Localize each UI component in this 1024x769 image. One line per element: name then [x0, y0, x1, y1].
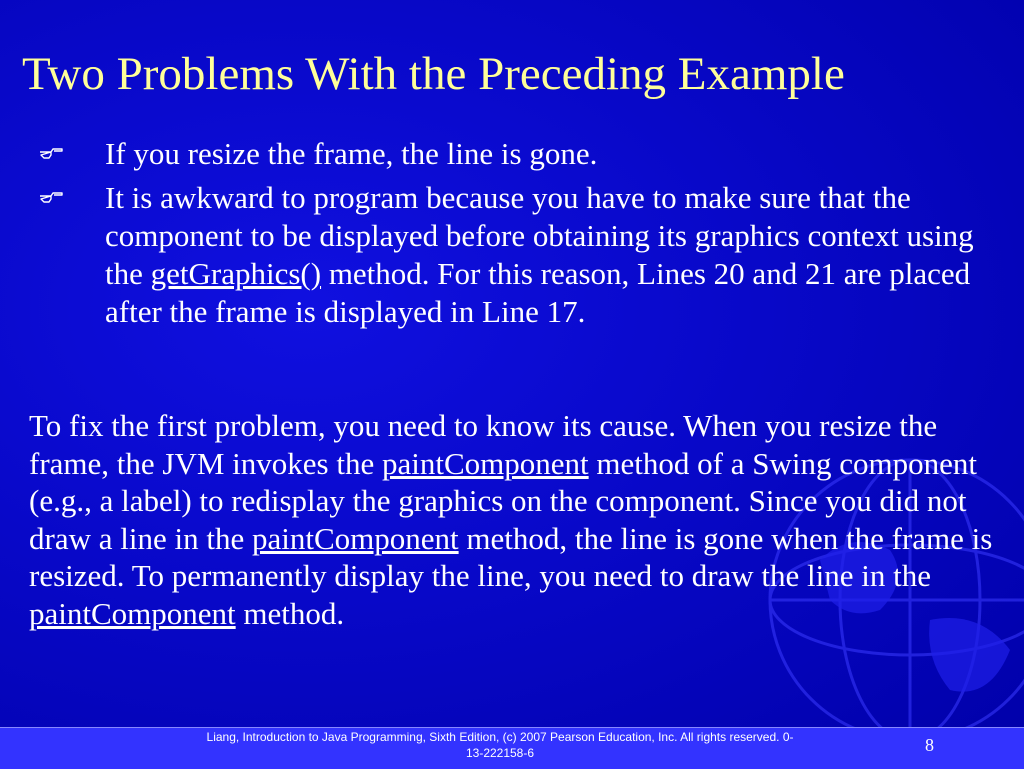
pointing-hand-icon: [38, 139, 64, 165]
pointing-hand-icon: [38, 183, 64, 209]
bullet-list: [38, 135, 978, 337]
code-reference-paintcomponent: paintComponent: [29, 595, 236, 631]
slide-number: 8: [925, 735, 934, 755]
code-reference-paintcomponent: paintComponent: [251, 520, 459, 556]
code-reference-paintcomponent: paintComponent: [381, 445, 589, 481]
explanation-paragraph: To fix the first problem, you need to know its cause. When you resize the frame, the JVM invokes the paintComponent method of a Swing component (e.g., a label) to redisplay the graphics on the component. Since you did not draw a line in the paintComponent method, the line is gone when the frame is resized. To permanently display the line, you need to draw the line in the paintComponent method.: [29, 408, 993, 631]
bullet-item-2: [38, 179, 978, 331]
bullet-item-1: [38, 135, 978, 173]
footer-copyright: Liang, Introduction to Java Programming, Sixth Edition, (c) 2007 Pearson Education, Inc. All rights reserved. 0-13-222158-6: [206, 730, 794, 760]
code-reference-getgraphics: getGraphics(): [150, 256, 322, 291]
bullet-text: It is awkward to program because you have to make sure that the component to be displayed before obtaining its graphics context using the getGraphics() method. For this reason, Lines 20 and 21 are placed after the frame is displayed in Line 17.: [105, 180, 974, 329]
slide-title: Two Problems With the Preceding Example: [22, 48, 845, 100]
bullet-text: If you resize the frame, the line is gone.: [105, 136, 598, 171]
